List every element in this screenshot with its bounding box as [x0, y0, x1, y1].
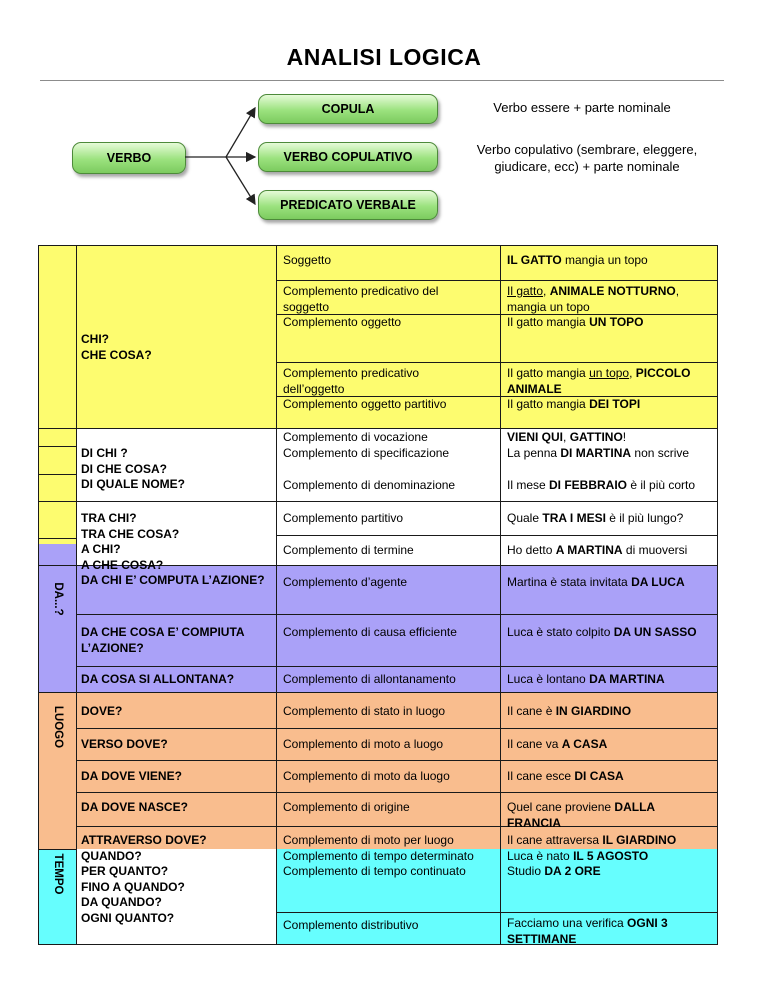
example-denominazione: Il mese DI FEBBRAIO è il più corto — [507, 478, 696, 492]
example-soggetto: IL GATTO mangia un topo — [507, 253, 648, 267]
purple-side-top — [38, 544, 76, 565]
question-da-cosa: DA COSA SI ALLONTANA? — [81, 672, 235, 686]
question-verso-dove: VERSO DOVE? — [81, 737, 168, 751]
complement-moto-da: Complemento di moto da luogo — [283, 769, 450, 783]
example-moto-a: Il cane va A CASA — [507, 737, 608, 751]
copulativo-note-line2: giudicare, ecc) + parte nominale — [494, 159, 680, 174]
complement-denominazione: Complemento di denominazione — [283, 478, 456, 492]
complement-pred-sogg: Complemento predicativo del soggetto Complemento oggetto — [283, 284, 439, 329]
copulativo-note-line1: Verbo copulativo (sembrare, eleggere, — [476, 142, 698, 157]
page-title: ANALISI LOGICA — [286, 44, 482, 70]
copula-label: COPULA — [321, 102, 375, 116]
example-agente: Martina è stata invitata DA LUCA — [507, 575, 685, 589]
question-dove: DOVE? — [81, 704, 123, 718]
complement-tempo-group: Complemento di moto per luogo Complemento di tempo determinato Complemento di tempo continuato — [283, 833, 474, 878]
example-partitivo: Quale TRA I MESI è il più lungo? — [507, 511, 684, 525]
question-da-dove-viene: DA DOVE VIENE? — [81, 769, 182, 783]
question-tra-chi: TRA CHI? TRA CHE COSA? A CHI? A CHE COSA? DA CHI E’ COMPUTA L’AZIONE? — [81, 511, 265, 587]
complement-agente: Complemento d’agente — [283, 575, 408, 589]
complement-soggetto: Soggetto — [283, 253, 332, 267]
complement-causa: Complemento di causa efficiente — [283, 625, 457, 639]
example-vocazione: VIENI QUI, GATTINO! La penna DI MARTINA non scrive — [507, 430, 690, 460]
example-pred-ogg: Il gatto mangia un topo, PICCOLO ANIMALE Il gatto mangia DEI TOPI — [507, 366, 691, 411]
complement-pred-ogg: Complemento predicativo dell’oggetto Complemento oggetto partitivo — [283, 366, 447, 411]
question-da-che-cosa: DA CHE COSA E’ COMPIUTA L’AZIONE? — [81, 625, 245, 655]
complement-stato: Complemento di stato in luogo — [283, 704, 446, 718]
example-moto-da: Il cane esce DI CASA — [507, 769, 624, 783]
question-di-chi: DI CHI ? DI CHE COSA? DI QUALE NOME? — [81, 446, 185, 491]
complement-partitivo: Complemento partitivo — [283, 511, 404, 525]
example-origine: Quel cane proviene DALLA FRANCIA — [507, 800, 656, 830]
example-causa: Luca è stato colpito DA UN SASSO — [507, 625, 697, 639]
copula-note: Verbo essere + parte nominale — [493, 100, 671, 115]
side-label-luogo: LUOGO — [52, 705, 64, 749]
complement-termine: Complemento di termine — [283, 543, 414, 557]
complement-vocazione: Complemento di vocazione Complemento di specificazione — [283, 430, 450, 460]
side-label-da: DA...? — [52, 582, 64, 616]
question-attraverso: ATTRAVERSO DOVE? QUANDO? PER QUANTO? FINO A QUANDO? DA QUANDO? OGNI QUANTO? — [81, 833, 207, 925]
verbo-copulativo-label: VERBO COPULATIVO — [283, 150, 413, 164]
complement-moto-a: Complemento di moto a luogo — [283, 737, 444, 751]
side-label-tempo: TEMPO — [52, 853, 64, 895]
diagram-arrows — [0, 0, 768, 240]
example-pred-sogg: Il gatto, ANIMALE NOTTURNO, mangia un topo Il gatto mangia UN TOPO — [507, 284, 680, 329]
verbo-label: VERBO — [106, 151, 152, 165]
example-distributivo: Facciamo una verifica OGNI 3 SETTIMANE — [507, 916, 668, 946]
complement-allontanamento: Complemento di allontanamento — [283, 672, 456, 686]
question-chi: CHI? CHE COSA? — [81, 332, 152, 362]
predicato-verbale-label: PREDICATO VERBALE — [280, 198, 416, 212]
example-allontanamento: Luca è lontano DA MARTINA — [507, 672, 665, 686]
complement-distributivo: Complemento distributivo — [283, 918, 419, 932]
arrow-to-predicato — [226, 157, 255, 204]
question-da-dove-nasce: DA DOVE NASCE? — [81, 800, 188, 814]
arrow-to-copula — [226, 108, 255, 157]
example-tempo-group: Il cane attraversa IL GIARDINO Luca è nato IL 5 AGOSTO Studio DA 2 ORE — [507, 833, 677, 878]
example-termine: Ho detto A MARTINA di muoversi — [507, 543, 688, 557]
example-stato: Il cane è IN GIARDINO — [507, 704, 632, 718]
complement-origine: Complemento di origine — [283, 800, 410, 814]
copulativo-note — [452, 141, 722, 175]
